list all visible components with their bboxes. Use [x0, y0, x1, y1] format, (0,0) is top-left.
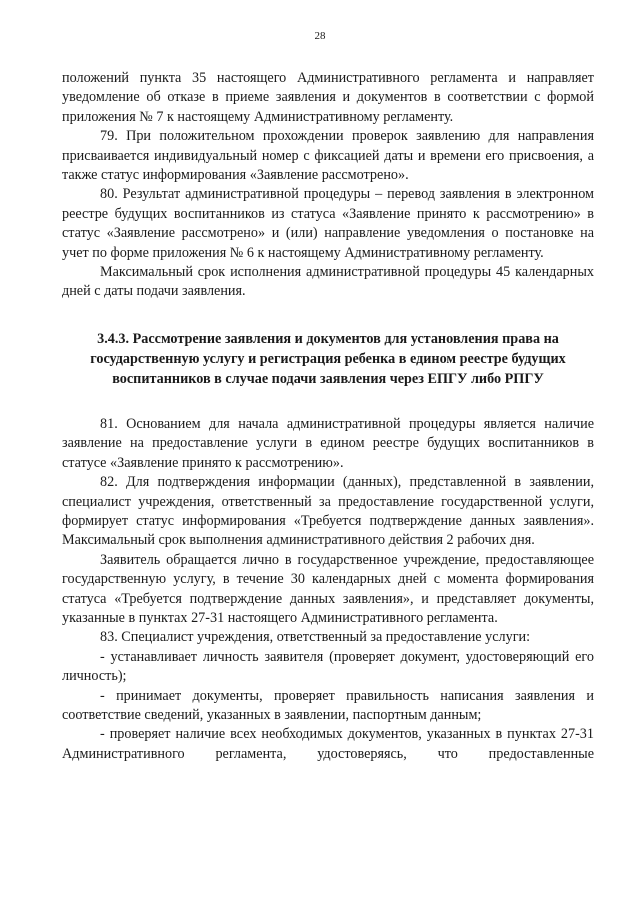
- paragraph-82: 82. Для подтверждения информации (данных), представленной в заявлении, специалист учреждения, ответственный за предоставление государственной услуги, формирует статус информирования «Требуется подтверждение данных заявления». Максимальный срок выполнения административного действия 2 рабочих дня.: [62, 474, 594, 549]
- section-heading: 3.4.3. Рассмотрение заявления и документов для установления права на государственную услугу и регистрация ребенка в едином реестре будущих воспитанников в случае подачи заявления через ЕПГУ либо РПГУ: [90, 330, 566, 387]
- paragraph-81: 81. Основанием для начала административной процедуры является наличие заявление на предоставление услуги в едином реестре будущих воспитанников в статусе «Заявление принято к рассмотрению».: [62, 415, 594, 471]
- paragraph-continuation: положений пункта 35 настоящего Административного регламента и направляет уведомление об отказе в приеме заявления и документов в соответствии с формой приложения № 7 к настоящему Административному регламенту.: [62, 70, 594, 125]
- list-item-check: - проверяет наличие всех необходимых документов, указанных в пунктах 27-31 Административного регламента, удостоверяясь, что предоставленные: [62, 726, 594, 762]
- paragraph-applicant: Заявитель обращается лично в государственное учреждение, предоставляющее государственную услугу, в течение 30 календарных дней с момента формирования статуса «Требуется подтверждение данных заявления», и представляет документы, указанные в пунктах 27-31 настоящего Административного регламента.: [62, 551, 594, 626]
- spacer: [62, 302, 594, 329]
- paragraph-83: 83. Специалист учреждения, ответственный за предоставление услуги:: [100, 629, 531, 646]
- list-item-identity: - устанавливает личность заявителя (проверяет документ, удостоверяющий его личность);: [62, 648, 594, 685]
- page-number: 28: [314, 30, 326, 42]
- spacer: [62, 389, 594, 415]
- list-item-documents: - принимает документы, проверяет правильность написания заявления и соответствие сведений, указанных в заявлении, паспортным данным;: [62, 687, 594, 723]
- paragraph-max-term: Максимальный срок исполнения административной процедуры 45 календарных дней с даты подачи заявления.: [62, 264, 594, 300]
- paragraph-79: 79. При положительном прохождении проверок заявлению для направления присваивается индивидуальный номер с фиксацией даты и времени его присвоения, а также статус информирования «Заявление рассмотрено».: [62, 128, 594, 184]
- paragraph-80: 80. Результат административной процедуры – перевод заявления в электронном реестре будущих воспитанников из статуса «Заявление принято к рассмотрению» в статус «Заявление рассмотрено» и (или) направление уведомления о постановке на учет по форме приложения № 6 к настоящему Административному регламенту.: [62, 186, 594, 261]
- document-body: [62, 69, 594, 764]
